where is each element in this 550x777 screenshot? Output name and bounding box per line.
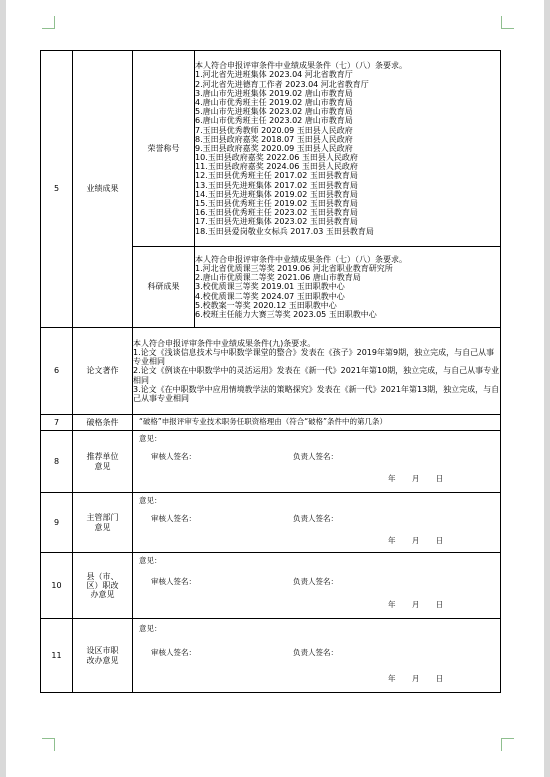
list-item: 2.河北省先进德育工作者 2023.04 河北省教育厅 xyxy=(195,79,369,89)
row-number: 8 xyxy=(41,431,73,493)
responsible-signature-label: 负责人签名： xyxy=(293,452,338,461)
list-item: 15.玉田县优秀班主任 2019.02 玉田县教育局 xyxy=(195,199,358,209)
margin-corner-mark xyxy=(501,738,514,751)
list-item: 6.唐山市优秀班主任 2023.02 唐山市教育局 xyxy=(195,116,353,126)
opinion-cell[interactable] xyxy=(133,431,501,493)
opinion-label: 意见： xyxy=(139,624,162,633)
reviewer-signature-label: 审核人签名： xyxy=(151,452,196,461)
responsible-signature-label: 负责人签名： xyxy=(293,514,338,523)
reviewer-signature-label: 审核人签名： xyxy=(151,577,196,586)
list-item: 5.唐山市先进班集体 2023.02 唐山市教育局 xyxy=(195,107,353,117)
margin-corner-mark xyxy=(42,16,55,29)
responsible-signature-label: 负责人签名： xyxy=(293,577,338,586)
opinion-label: 意见： xyxy=(139,434,162,443)
list-item: 13.玉田县先进班集体 2017.02 玉田县教育局 xyxy=(195,180,358,190)
opinion-label: 意见： xyxy=(139,556,162,565)
research-list xyxy=(195,247,501,328)
responsible-signature-label: 负责人签名： xyxy=(293,648,338,657)
row-title-exception: 破格条件 xyxy=(73,415,133,431)
row-title-opinion: 县（市、区）职改办意见 xyxy=(73,553,133,619)
list-item: 18.玉田县爱岗敬业女标兵 2017.03 玉田县教育局 xyxy=(195,226,374,236)
list-item: 4.唐山市优秀班主任 2019.02 唐山市教育局 xyxy=(195,97,353,107)
row-number: 7 xyxy=(41,415,73,431)
date-label: 年 月 日 xyxy=(388,474,444,483)
honors-label: 荣誉称号 xyxy=(133,51,195,247)
list-item: 3.校优质课三等奖 2019.01 玉田职教中心 xyxy=(195,282,345,292)
row-number: 10 xyxy=(41,553,73,619)
date-label: 年 月 日 xyxy=(388,674,444,683)
list-item: 1.论文《浅谈信息技术与中职数学课堂的整合》发表在《孩子》2019年第9期，独立完成，与自己从事专业相同 xyxy=(133,348,495,367)
row-title-opinion: 推荐单位意见 xyxy=(73,431,133,493)
research-label: 科研成果 xyxy=(133,247,195,328)
list-item: 14.玉田县先进班集体 2019.02 玉田县教育局 xyxy=(195,189,358,199)
date-label: 年 月 日 xyxy=(388,536,444,545)
row-title-opinion: 设区市职改办意见 xyxy=(73,619,133,693)
list-item: 9.玉田县政府嘉奖 2020.09 玉田县人民政府 xyxy=(195,143,353,153)
reviewer-signature-label: 审核人签名： xyxy=(151,648,196,657)
exception-reason: “破格”申报评审专业技术职务任职资格理由（符合“破格”条件中的第几条） xyxy=(133,415,501,431)
list-item: 7.玉田县优秀教师 2020.09 玉田县人民政府 xyxy=(195,125,353,135)
list-item: 1.河北省优质课三等奖 2019.06 河北省职业教育研究所 xyxy=(195,264,393,274)
list-item: 10.玉田县政府嘉奖 2022.06 玉田县人民政府 xyxy=(195,153,358,163)
list-item: 4.校优质课二等奖 2024.07 玉田职教中心 xyxy=(195,291,345,301)
row-number: 9 xyxy=(41,493,73,553)
research-intro: 本人符合申报评审条件中业绩成果条件（七）（八）条要求。 xyxy=(195,254,407,264)
papers-list xyxy=(133,328,501,415)
margin-corner-mark xyxy=(501,16,514,29)
list-item: 1.河北省先进班集体 2023.04 河北省教育厅 xyxy=(195,70,353,80)
row-number: 5 xyxy=(41,51,73,328)
row-title-achievements: 业绩成果 xyxy=(73,51,133,328)
list-item: 6.校班主任能力大赛三等奖 2023.05 玉田职教中心 xyxy=(195,309,377,319)
papers-intro: 本人符合申报评审条件中业绩成果条件(九)条要求。 xyxy=(133,338,316,348)
row-title-opinion: 主管部门意见 xyxy=(73,493,133,553)
opinion-label: 意见： xyxy=(139,496,162,505)
list-item: 12.玉田县优秀班主任 2017.02 玉田县教育局 xyxy=(195,171,358,181)
list-item: 3.论文《在中职数学中应用情境教学法的策略探究》发表在《新一代》2021年第13期，独立完成，与自己从事专业相同 xyxy=(133,384,500,403)
opinion-cell[interactable] xyxy=(133,553,501,619)
list-item: 3.唐山市先进班集体 2019.02 唐山市教育局 xyxy=(195,88,353,98)
date-label: 年 月 日 xyxy=(388,600,444,609)
list-item: 2.论文《例谈在中职数学中的灵活运用》发表在《新一代》2021年第10期，独立完成，与自己从事专业相同 xyxy=(133,366,500,385)
opinion-cell[interactable] xyxy=(133,493,501,553)
margin-corner-mark xyxy=(42,738,55,751)
list-item: 5.校教案一等奖 2020.12 玉田职教中心 xyxy=(195,300,337,310)
row-title-papers: 论文著作 xyxy=(73,328,133,415)
honors-list xyxy=(195,51,501,247)
list-item: 11.玉田县政府嘉奖 2024.06 玉田县人民政府 xyxy=(195,162,358,172)
row-number: 6 xyxy=(41,328,73,415)
list-item: 16.玉田县优秀班主任 2023.02 玉田县教育局 xyxy=(195,208,358,218)
list-item: 8.玉田县政府嘉奖 2018.07 玉田县人民政府 xyxy=(195,134,353,144)
list-item: 17.玉田县先进班集体 2023.02 玉田县教育局 xyxy=(195,217,358,227)
honors-intro: 本人符合申报评审条件中业绩成果条件（七）（八）条要求。 xyxy=(195,61,407,71)
row-number: 11 xyxy=(41,619,73,693)
opinion-cell[interactable] xyxy=(133,619,501,693)
list-item: 2.唐山市优质课二等奖 2021.06 唐山市教育局 xyxy=(195,273,361,283)
evaluation-form-table xyxy=(40,50,501,693)
reviewer-signature-label: 审核人签名： xyxy=(151,514,196,523)
